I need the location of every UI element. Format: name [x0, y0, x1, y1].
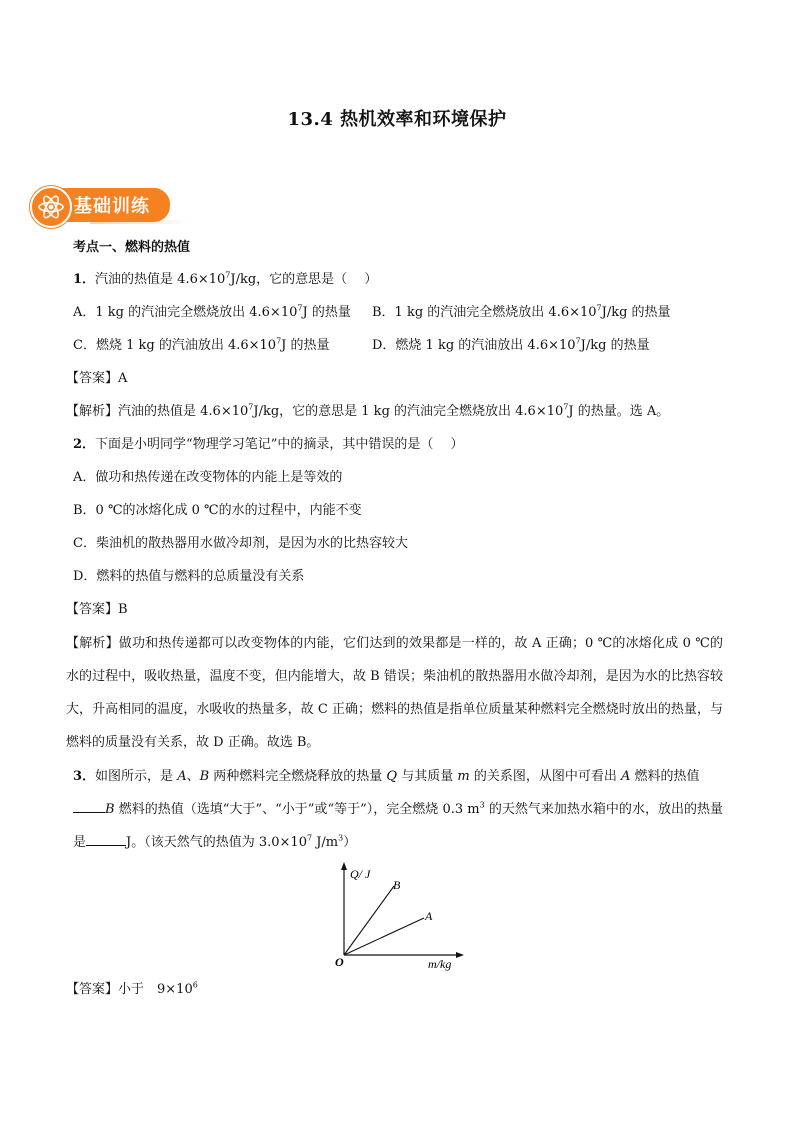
origin-label: O	[335, 955, 344, 969]
q1-option-c-exp: 7	[276, 336, 282, 346]
q3-answer-value: 小于 9×10	[118, 982, 193, 997]
q2-answer	[66, 600, 128, 620]
q2-option-c: C．柴油机的散热器用水做冷却剂，是因为水的比热容较大	[73, 536, 408, 551]
q3-text-5: 的关系图，从图中可看出	[469, 769, 621, 784]
q3-text-1: 如图所示，是	[95, 769, 178, 784]
q3-text-10: J/m	[312, 835, 339, 850]
q3-text-3: 两种燃料完全燃烧释放的热量	[209, 769, 387, 784]
q3-var-q: Q	[386, 769, 398, 784]
q-m-graph	[330, 860, 470, 975]
q1-answer-value: A	[118, 371, 128, 386]
q3-blank-2[interactable]	[86, 831, 126, 846]
q3-text-6: 燃料的热值	[630, 769, 700, 784]
q1-option-a-end: J 的热量	[302, 305, 351, 320]
q1-analysis-text: 汽油的热值是 4.6×10	[118, 404, 249, 419]
q3-exp-7: 7	[306, 833, 313, 843]
q2-stem-text: 下面是小明同学“物理学习笔记”中的摘录，其中错误的是（ ）	[95, 437, 464, 452]
q3-stem	[73, 760, 723, 859]
q1-stem-text: 汽油的热值是 4.6×10	[95, 272, 226, 287]
q1-option-a	[73, 303, 351, 323]
q1-option-c-text: C．燃烧 1 kg 的汽油放出 4.6×10	[73, 338, 277, 353]
q1-analysis-text2: J/kg，它的意思是 1 kg 的汽油完全燃烧放出 4.6×10	[253, 404, 564, 419]
q3-var-m: m	[457, 769, 470, 784]
atom-icon	[37, 193, 65, 221]
banner-icon-circle	[30, 186, 72, 228]
q1-analysis-exp1: 7	[248, 402, 254, 412]
q1-option-a-exp: 7	[297, 303, 303, 313]
q1-option-d-text: D．燃烧 1 kg 的汽油放出 4.6×10	[372, 338, 576, 353]
x-axis-label: m/kg	[428, 957, 452, 971]
q2-option-b: B．0 ℃的冰熔化成 0 ℃的水的过程中，内能不变	[73, 503, 362, 518]
q3-var-b-2: B	[105, 802, 115, 817]
q2-option-d: D．燃料的热值与燃料的总质量没有关系	[73, 569, 305, 584]
q1-option-b-end: J/kg 的热量	[601, 305, 671, 320]
q1-option-d-exp: 7	[575, 336, 581, 346]
line-a-label: A	[425, 909, 433, 923]
q1-stem	[73, 270, 377, 290]
q1-analysis-label: 【解析】	[66, 404, 119, 419]
q3-text-2: 、	[186, 769, 200, 784]
q3-blank-1[interactable]	[73, 798, 105, 813]
q1-option-d-end: J/kg 的热量	[580, 338, 650, 353]
line-a	[344, 918, 424, 955]
q3-var-a: A	[177, 769, 187, 784]
q2-analysis-text: 做功和热传递都可以改变物体的内能，它们达到的效果都是一样的，故 A 正确；0 ℃的冰熔化成 0 ℃的水的过程中，吸收热量，温度不变，但内能增大，故 B 错误；柴油机的散热器用水做冷却剂，是因为水的比热容较大，升高相同的温度，水吸收的热量多，故 C 正确；燃料的热值是指单位质量某种燃料完全燃烧时放出的热量，与燃料的质量没有关系，故 D 正确。故选 B。	[66, 636, 723, 750]
q2-number: 2．	[73, 437, 96, 452]
q3-number: 3．	[73, 769, 96, 784]
q2-analysis-label: 【解析】	[66, 636, 119, 651]
y-axis-label: Q/ J	[350, 867, 371, 881]
q3-var-b: B	[199, 769, 210, 784]
q1-analysis-text3: J 的热量。选 A。	[568, 404, 670, 419]
banner-label: 基础训练	[74, 196, 150, 217]
q3-var-a-2: A	[620, 769, 631, 784]
q2-stem	[73, 435, 463, 455]
q1-stem-exp: 7	[225, 270, 231, 280]
y-axis-arrow-icon	[341, 862, 347, 870]
section-banner	[30, 186, 172, 226]
q2-analysis	[66, 627, 723, 759]
x-axis-arrow-icon	[456, 952, 464, 958]
line-b	[344, 886, 394, 955]
q1-analysis	[66, 402, 669, 422]
q1-option-c	[73, 336, 330, 356]
q3-text-11: ）	[343, 835, 357, 850]
q3-exp-3: 3	[479, 800, 485, 810]
q1-option-b	[372, 303, 671, 323]
section-heading: 考点一、燃料的热值	[73, 240, 191, 255]
q1-option-d	[372, 336, 650, 356]
q3-answer	[66, 980, 198, 1000]
q2-option-a: A．做功和热传递在改变物体的内能上是等效的	[73, 470, 343, 485]
q3-answer-label: 【答案】	[66, 982, 119, 997]
line-b-label: B	[393, 878, 401, 892]
q2-answer-value: B	[118, 602, 128, 617]
q3-text-8: 的天然气来加热水箱中的水，放出的热量是	[73, 802, 723, 850]
q1-option-b-text: B．1 kg 的汽油完全燃烧放出 4.6×10	[372, 305, 597, 320]
q3-answer-exp: 6	[192, 980, 198, 990]
q3-text-9: J。（该天然气的热值为 3.0×10	[126, 835, 307, 850]
q1-stem-text-end: J/kg，它的意思是（ ）	[230, 272, 378, 287]
q1-number: 1．	[73, 272, 96, 287]
q2-answer-label: 【答案】	[66, 602, 119, 617]
q1-option-c-end: J 的热量	[281, 338, 330, 353]
q1-option-b-exp: 7	[596, 303, 602, 313]
q3-text-7: 燃料的热值（选填“大于”、“小于”或“等于”），完全燃烧 0.3 m	[114, 802, 480, 817]
q3-text-4: 与其质量	[397, 769, 458, 784]
q1-option-a-text: A．1 kg 的汽油完全燃烧放出 4.6×10	[73, 305, 298, 320]
q1-answer	[66, 369, 127, 389]
page-title: 13.4 热机效率和环境保护	[287, 109, 507, 130]
q3-exp-3b: 3	[338, 833, 344, 843]
q1-analysis-exp2: 7	[563, 402, 569, 412]
q1-answer-label: 【答案】	[66, 371, 119, 386]
